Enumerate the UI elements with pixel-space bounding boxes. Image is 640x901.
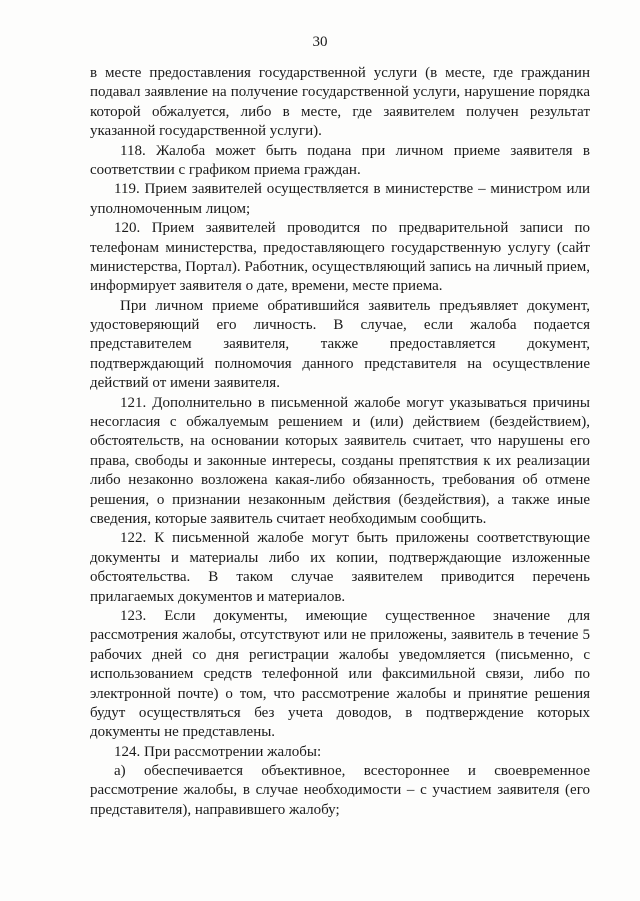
text-line: удостоверяющий его личность. В случае, если жалоба подается <box>90 317 590 334</box>
text-line: 121. Дополнительно в письменной жалобе могут указываться причины <box>120 394 590 411</box>
text-line: несогласия с обжалуемым решением и (или) действием (бездействием), <box>90 414 590 431</box>
paragraph-120 <box>90 219 590 297</box>
text-line: права, свободы и законные интересы, созданы препятствия к их реализации <box>90 452 590 469</box>
text-line: 123. Если документы, имеющие существенное значение для <box>120 607 590 624</box>
text-line: представителя), направившего жалобу; <box>90 801 340 818</box>
text-line: рабочих дней со дня регистрации жалобы уведомляется (письменно, с <box>90 646 590 663</box>
document-body <box>90 64 590 820</box>
text-line: решения, о признании незаконным действия (бездействия), а также иные <box>90 491 590 508</box>
text-line: 118. Жалоба может быть подана при личном приеме заявителя в <box>120 142 590 159</box>
text-line: 122. К письменной жалобе могут быть приложены соответствующие <box>120 530 590 547</box>
text-line: использованием средств телефонной или факсимильной связи, либо по <box>90 666 590 683</box>
text-line: телефонам министерства, предоставляющего государственную услугу (сайт <box>90 239 590 256</box>
text-line: информирует заявителя о дате, времени, месте приема. <box>90 278 443 295</box>
text-line: документы не представлены. <box>90 724 276 741</box>
paragraph-118 <box>90 142 590 181</box>
page-number: 30 <box>312 34 328 50</box>
text-line: 120. Прием заявителей проводится по предварительной записи по <box>114 220 590 237</box>
paragraph-124-a <box>90 762 590 820</box>
text-line: сведения, которые заявитель считает необходимым сообщить. <box>90 510 487 527</box>
text-line: При личном приеме обратившийся заявитель предъявляет документ, <box>120 297 590 314</box>
paragraph-personal-reception <box>90 297 590 394</box>
paragraph-122 <box>90 529 590 607</box>
text-line: рассмотрения жалобы, отсутствуют или не приложены, заявитель в течение 5 <box>90 627 590 644</box>
text-line: соответствии с графиком приема граждан. <box>90 161 361 178</box>
text-line: рассмотрение жалобы, в случае необходимости – с участием заявителя (его <box>90 782 590 799</box>
text-line: 124. При рассмотрении жалобы: <box>114 743 322 760</box>
text-line: прилагаемых документов и материалов. <box>90 588 346 605</box>
text-line: министерства, Портал). Работник, осуществляющий запись на личный прием, <box>90 258 590 275</box>
paragraph-124 <box>90 743 590 762</box>
text-line: обстоятельства. В таком случае заявителем приводится перечень <box>90 569 590 586</box>
text-line: представителем заявителя, также предоставляется документ, <box>90 336 590 353</box>
text-line: подавал заявление на получение государственной услуги, нарушение порядка <box>90 84 590 101</box>
text-line: документы и материалы либо их копии, подтверждающие изложенные <box>90 549 590 566</box>
paragraph-121 <box>90 394 590 530</box>
text-line: электронной почте) о том, что рассмотрение жалобы и принятие решения <box>90 685 590 702</box>
text-line: обстоятельств, на основании которых заявитель считает, что нарушены его <box>90 433 590 450</box>
text-line: действий от имени заявителя. <box>90 375 280 392</box>
text-line: указанной государственной услуги). <box>90 123 322 140</box>
text-line: уполномоченным лицом; <box>90 200 251 217</box>
paragraph-119 <box>90 180 590 219</box>
text-line: либо незаконно возложена какая-либо обязанность, требования об отмене <box>90 472 590 489</box>
text-line: а) обеспечивается объективное, всестороннее и своевременное <box>114 763 590 780</box>
text-line: будут осуществляться без учета доводов, в подтверждение которых <box>90 704 590 721</box>
paragraph-123 <box>90 607 590 743</box>
text-line: в месте предоставления государственной услуги (в месте, где гражданин <box>90 65 590 81</box>
paragraph-1 <box>90 64 590 142</box>
text-line: которой обжалуется, либо в месте, где заявителем получен результат <box>90 103 590 120</box>
text-line: 119. Прием заявителей осуществляется в министерстве – министром или <box>114 181 590 198</box>
text-line: подтверждающий полномочия данного представителя на осуществление <box>90 355 590 372</box>
